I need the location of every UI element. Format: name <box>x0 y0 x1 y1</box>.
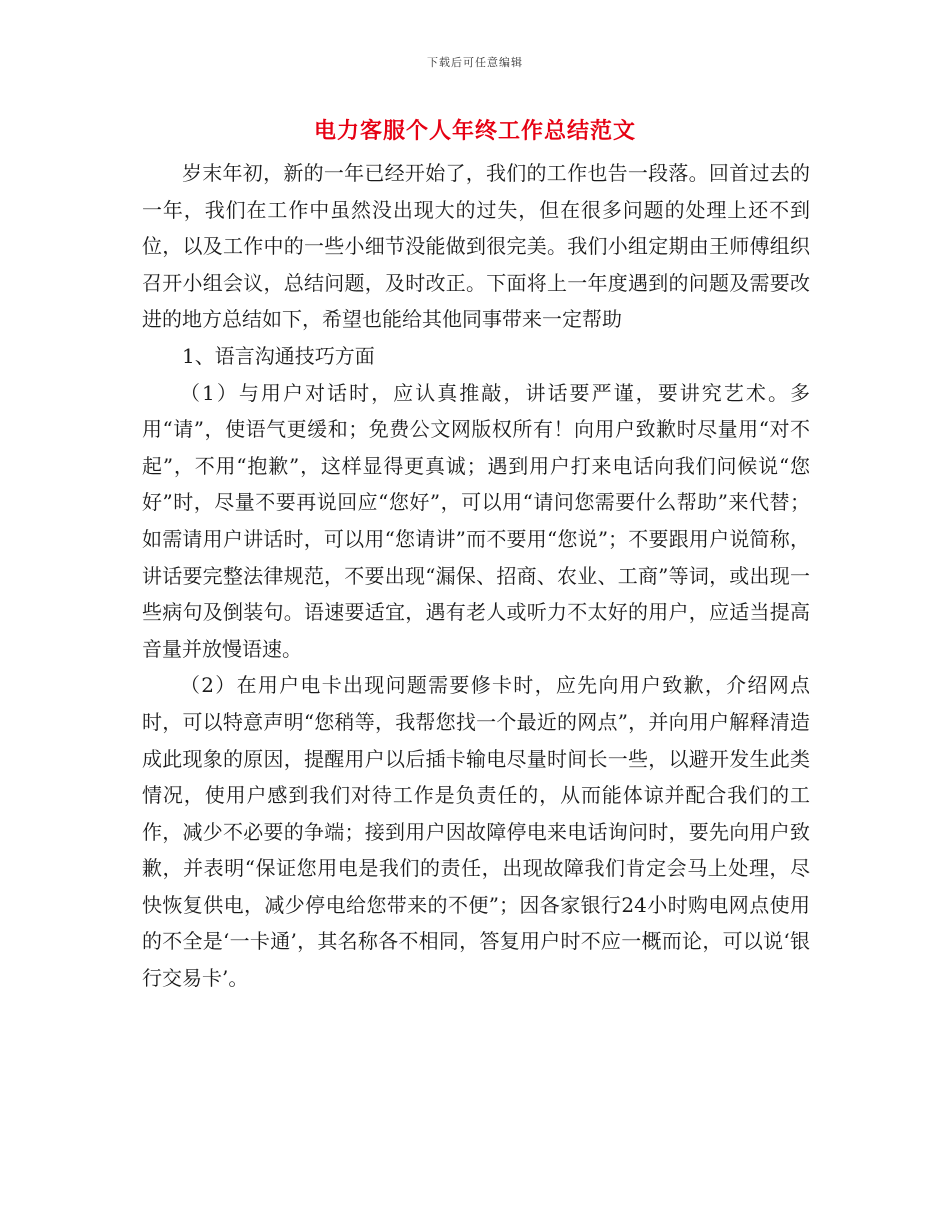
item-paragraph-1: （1）与用户对话时，应认真推敲，讲话要严谨，要讲究艺术。多用“请”，使语气更缓和；免费公文网版权所有！向用户致歉时尽量用“对不起”，不用“抱歉”，这样显得更真诚；遇到用户打来电话向我们问候说“您好”时，尽量不要再说回应“您好”，可以用“请问您需要什么帮助”来代替；如需请用户讲话时，可以用“您请讲”而不要用“您说”；不要跟用户说简称，讲话要完整法律规范，不要出现“漏保、招商、农业、工商”等词，或出现一些病句及倒装句。语速要适宜，遇有老人或听力不太好的用户，应适当提高音量并放慢语速。 <box>142 380 810 661</box>
page-header: 下载后可任意编辑 <box>427 56 523 69</box>
intro-paragraph: 岁末年初，新的一年已经开始了，我们的工作也告一段落。回首过去的一年，我们在工作中虽然没出现大的过失，但在很多问题的处理上还不到位，以及工作中的一些小细节没能做到很完美。我们小组定期由王师傅组织召开小组会议，总结问题，及时改正。下面将上一年度遇到的问题及需要改进的地方总结如下，希望也能给其他同事带来一定帮助 <box>142 161 810 332</box>
document-title: 电力客服个人年终工作总结范文 <box>313 118 636 144</box>
section-heading-language-skills: 1、语言沟通技巧方面 <box>182 343 375 368</box>
item-paragraph-2: （2）在用户电卡出现问题需要修卡时，应先向用户致歉，介绍网点时，可以特意声明“您稍等，我帮您找一个最近的网点”，并向用户解释清造成此现象的原因，提醒用户以后插卡输电尽量时间长一些，以避开发生此类情况，使用户感到我们对待工作是负责任的，从而能体谅并配合我们的工作，减少不必要的争端；接到用户因故障停电来电话询问时，要先向用户致歉，并表明“保证您用电是我们的责任，出现故障我们肯定会马上处理，尽快恢复供电，减少停电给您带来的不便”；因各家银行24小时购电网点使用的不全是‘一卡通’，其名称各不相同，答复用户时不应一概而论，可以说‘银行交易卡’。 <box>142 673 810 991</box>
document-body <box>142 155 810 997</box>
